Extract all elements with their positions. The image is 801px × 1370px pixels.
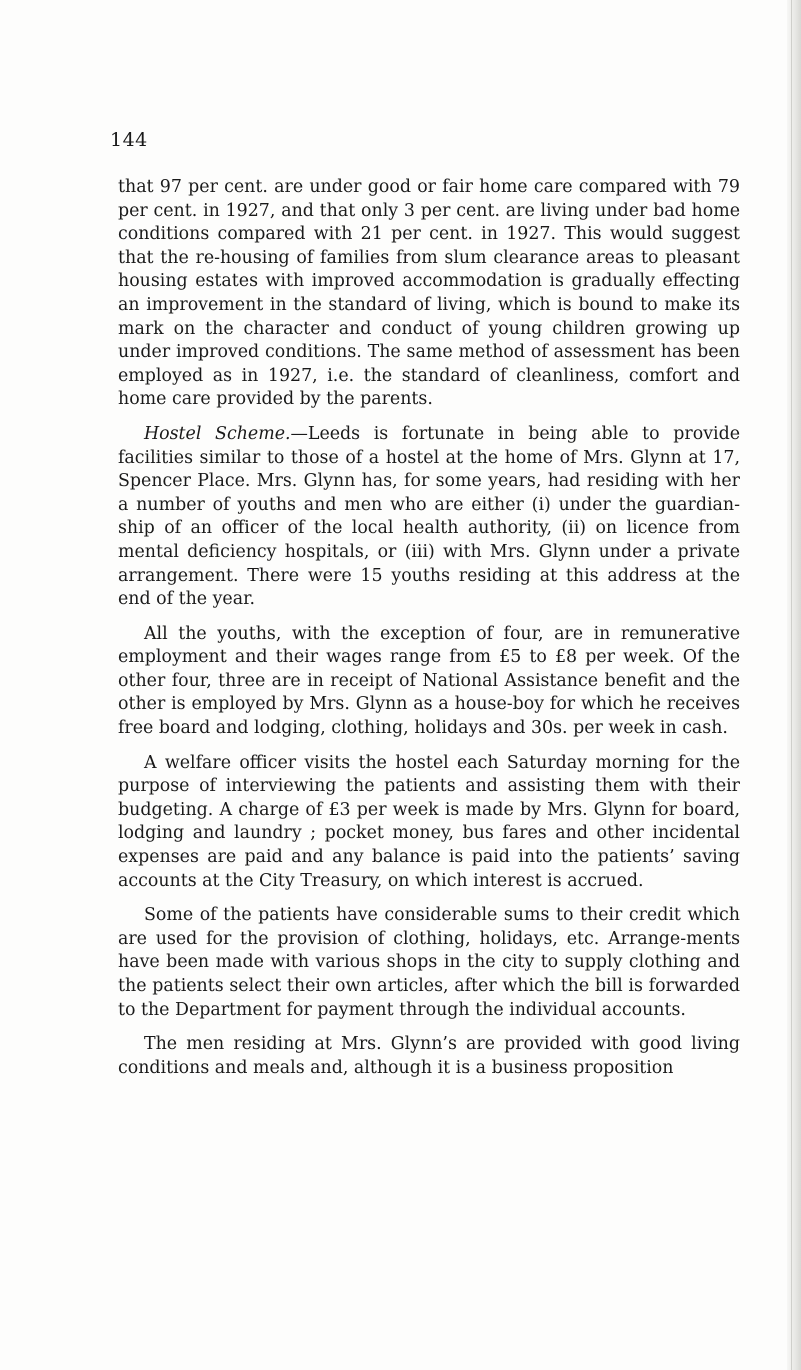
page-edge-line bbox=[791, 0, 792, 1370]
page-number: 144 bbox=[110, 129, 148, 151]
paragraph-home-care bbox=[118, 176, 740, 412]
paragraph-welfare-officer bbox=[118, 752, 740, 894]
paragraph-youths-employment bbox=[118, 623, 740, 741]
page-body bbox=[118, 176, 740, 1091]
section-heading-hostel-scheme: Hostel Scheme. bbox=[144, 423, 291, 444]
paragraph-text: All the youths, with the exception of four, are in remunerative employment and their wages range from £5 to £8 per week. Of the other four, three are in receipt of National Assistance benefit and the other is employed by Mrs. Glynn as a house-boy for which he receives free board and lodging, clothing, holidays and 30s. per week in cash. bbox=[118, 623, 740, 739]
page-edge-shadow bbox=[787, 0, 801, 1370]
paragraph-text: Some of the patients have considerable sums to their credit which are used for the provision of clothing, holidays, etc. Arrange-ments have been made with various shops in the city to supply clothing and the patients select their own articles, after which the bill is forwarded to the Department for payment through the individual accounts. bbox=[118, 905, 740, 1020]
paragraph-text: —Leeds is fortunate in being able to provide facilities similar to those of a hostel at the home of Mrs. Glynn at 17, Spencer Place. Mrs. Glynn has, for some years, had residing with her a number of youths and men who are either (i) under the guardian-ship of an officer of the local health authority, (ii) on licence from mental deficiency hospitals, or (iii) with Mrs. Glynn under a private arrangement. There were 15 youths residing at this address at the end of the year. bbox=[118, 423, 741, 610]
paragraph-text: that 97 per cent. are under good or fair home care compared with 79 per cent. in 1927, and that only 3 per cent. are living under bad home conditions compared with 21 per cent. in 1927. This would suggest that the re-housing of families from slum clearance areas to pleasant housing estates with improved accommodation is gradually effecting an improvement in the standard of living, which is bound to make its mark on the character and conduct of young children growing up under improved conditions. The same method of assessment has been employed as in 1927, i.e. the standard of cleanliness, comfort and home care provided by the parents. bbox=[118, 177, 740, 410]
paragraph-living-conditions bbox=[118, 1033, 740, 1080]
paragraph-patient-credit bbox=[118, 904, 740, 1022]
paragraph-text: The men residing at Mrs. Glynn’s are provided with good living conditions and meals and, although it is a business proposition bbox=[118, 1034, 740, 1078]
paragraph-hostel-scheme bbox=[118, 423, 740, 612]
paragraph-text: A welfare officer visits the hostel each Saturday morning for the purpose of interviewing the patients and assisting them with their budgeting. A charge of £3 per week is made by Mrs. Glynn for board, lodging and laundry ; pocket money, bus fares and other incidental expenses are paid and any balance is paid into the patients’ saving accounts at the City Treasury, on which interest is accrued. bbox=[118, 752, 740, 891]
